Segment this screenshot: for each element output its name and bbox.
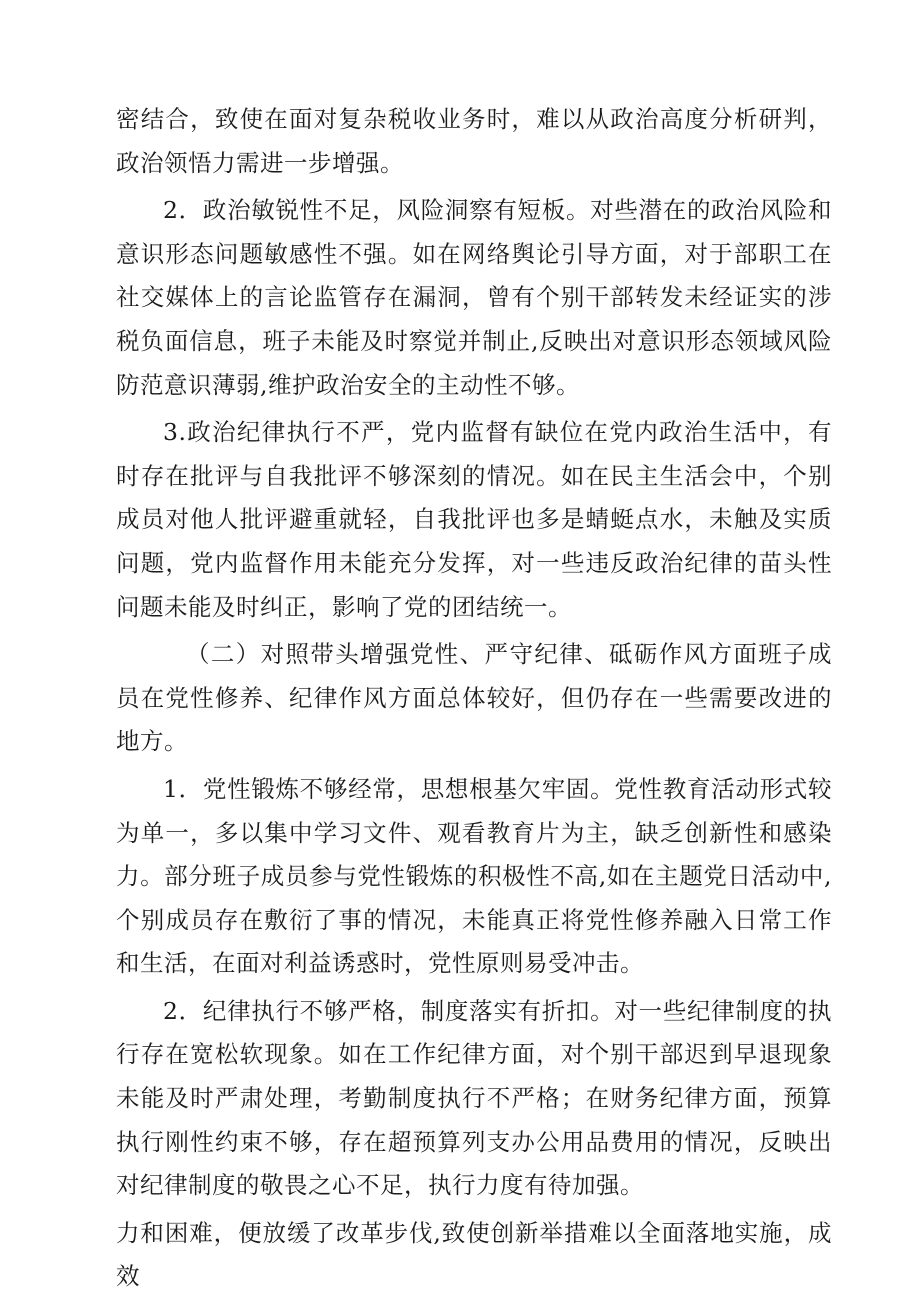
- paragraph-political-discipline: 3.政治纪律执行不严，党内监督有缺位在党内政治生活中，有时存在批评与自我批评不够深刻的情况。如在民主生活会中，个别成员对他人批评避重就轻，自我批评也多是蜻蜓点水，未触及实质问题，党内监督作用未能充分发挥，对一些违反政治纪律的苗头性问题未能及时纠正，影响了党的团结统一。: [116, 418, 832, 621]
- paragraph-discipline-enforcement: 2．纪律执行不够严格，制度落实有折扣。对一些纪律制度的执行存在宽松软现象。如在工作纪律方面，对个别干部迟到早退现象未能及时严肃处理，考勤制度执行不严格；在财务纪律方面，预算执行刚性约束不够，存在超预算列支办公用品费用的情况，反映出对纪律制度的敬畏之心不足，执行力度有待加强。: [116, 996, 832, 1200]
- paragraph-reform-fragment: 力和困难，便放缓了改革步伐,致使创新举措难以全面落地实施，成效: [116, 1218, 832, 1291]
- paragraph-political-sensitivity: 2．政治敏锐性不足，风险洞察有短板。对些潜在的政治风险和意识形态问题敏感性不强。如在网络舆论引导方面，对于部职工在社交媒体上的言论监管存在漏洞，曾有个别干部转发未经证实的涉税负面信息，班子未能及时察觉并制止,反映出对意识形态领域风险防范意识薄弱,维护政治安全的主动性不够。: [116, 196, 832, 399]
- section-heading-party-spirit: （二）对照带头增强党性、严守纪律、砥砺作风方面班子成员在党性修养、纪律作风方面总体较好，但仍存在一些需要改进的地方。: [116, 640, 832, 756]
- paragraph-continuation: 密结合，致使在面对复杂税收业务时，难以从政治高度分析研判，政治领悟力需进一步增强。: [116, 105, 832, 177]
- paragraph-party-training: 1．党性锻炼不够经常，思想根基欠牢固。党性教育活动形式较为单一，多以集中学习文件、观看教育片为主，缺乏创新性和感染力。部分班子成员参与党性锻炼的积极性不高,如在主题党日活动中,个别成员存在敷衍了事的情况，未能真正将党性修养融入日常工作和生活，在面对利益诱惑时，党性原则易受冲击。: [116, 774, 832, 978]
- document-body: [116, 98, 832, 1303]
